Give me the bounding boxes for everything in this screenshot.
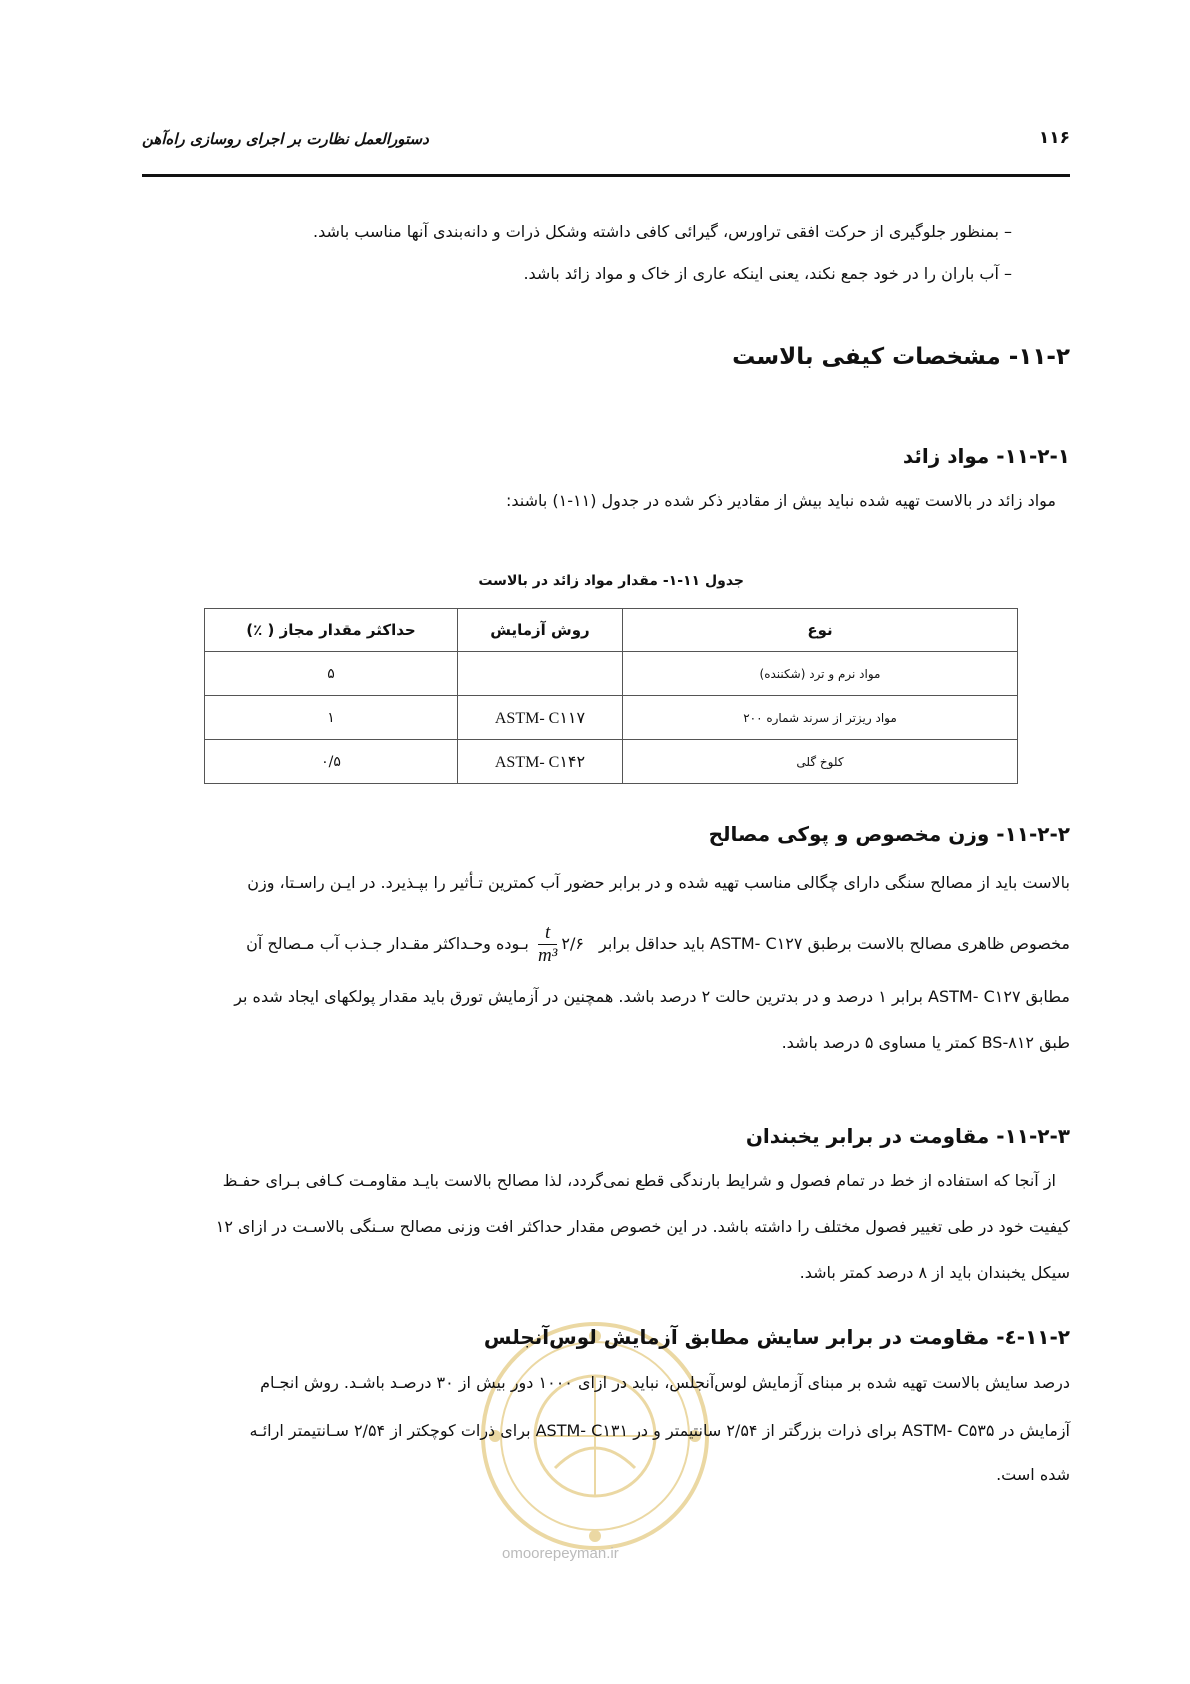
document-title: دستورالعمل نظارت بر اجرای روسازی راه‌آهن — [142, 130, 429, 148]
cell-type: مواد ریزتر از سرند شماره ۲۰۰ — [623, 696, 1018, 740]
fraction-numerator: t — [538, 922, 557, 945]
paragraph-line: مطابق ASTM- C۱۲۷ برابر ۱ درصد و در بدترین حالت ۲ درصد باشد. همچنین در آزمایش تورق باید مقدار پولکهای ایجاد شده بر — [234, 987, 1070, 1006]
paragraph-line: از آنجا که استفاده از خط در تمام فصول و شرایط بارندگی قطع نمی‌گردد، لذا مصالح بالاست بایـد مقاومـت کـافی بـرای حفـظ — [222, 1171, 1056, 1190]
column-header-max: حداکثر مقدار مجاز ( ٪) — [205, 609, 458, 652]
cell-type: کلوخ گلی — [623, 740, 1018, 784]
column-header-method: روش آزمایش — [458, 609, 623, 652]
subsection-heading: ۱۱-۲-٤- مقاومت در برابر سایش مطابق آزمایش لوس‌آنجلس — [483, 1325, 1070, 1349]
table-row — [205, 652, 1018, 696]
table-caption: جدول ۱۱-۱- مقدار مواد زائد در بالاست — [478, 573, 744, 589]
page-number: ۱۱۶ — [1038, 128, 1070, 148]
table-row — [205, 696, 1018, 740]
header-divider — [142, 174, 1070, 177]
impurities-table — [204, 608, 1018, 784]
paragraph-line: بالاست باید از مصالح سنگی دارای چگالی مناسب تهیه شده و در برابر حضور آب کمترین تـأثیر را بپـذیرد. در ایـن راسـتا، وزن — [247, 873, 1070, 892]
paragraph-line: درصد سایش بالاست تهیه شده بر مبنای آزمایش لوس‌آنجلس، نباید در ازای ۱۰۰۰ دور بیش از ۳۰ درصـد باشـد. روش انجـام — [260, 1373, 1070, 1392]
cell-max: ۱ — [205, 696, 458, 740]
cell-method — [458, 652, 623, 696]
watermark-url: omoorepeyman.ir — [502, 1545, 619, 1562]
bullet-item: – بمنظور جلوگیری از حرکت افقی تراورس، گیرائی کافی داشته وشکل ذرات و دانه‌بندی آنها مناسب باشد. — [313, 222, 1012, 241]
paragraph-text: بـوده وحـداکثر مقـدار جـذب آب مـصالح آن — [246, 934, 529, 953]
fraction-denominator: m³ — [537, 945, 558, 966]
cell-type: مواد نرم و ترد (شکننده) — [623, 652, 1018, 696]
unit-fraction — [538, 922, 557, 967]
cell-method: ASTM- C۱۴۲ — [458, 740, 623, 784]
subsection-heading: ۱۱-۲-۱- مواد زائد — [902, 444, 1070, 468]
cell-method: ASTM- C۱۱۷ — [458, 696, 623, 740]
table-row — [205, 740, 1018, 784]
bullet-item: – آب باران را در خود جمع نکند، یعنی اینکه عاری از خاک و مواد زائد باشد. — [523, 264, 1012, 283]
section-heading: ۱۱-۲- مشخصات کیفی بالاست — [732, 344, 1070, 370]
cell-max: ۵ — [205, 652, 458, 696]
paragraph-line-with-formula — [246, 914, 1070, 974]
subsection-heading: ۱۱-۲-۲- وزن مخصوص و پوکی مصالح — [708, 822, 1070, 846]
subsection-heading: ۱۱-۲-۳- مقاومت در برابر یخبندان — [745, 1124, 1070, 1148]
paragraph-line: شده است. — [996, 1465, 1070, 1484]
column-header-type: نوع — [623, 609, 1018, 652]
paragraph-text: مخصوص ظاهری مصالح بالاست برطبق ASTM- C۱۲۷ باید حداقل برابر — [599, 934, 1070, 953]
page-header — [142, 130, 1070, 158]
paragraph: مواد زائد در بالاست تهیه شده نباید بیش از مقادیر ذکر شده در جدول (۱۱-۱) باشند: — [505, 491, 1056, 510]
cell-max: ۰/۵ — [205, 740, 458, 784]
paragraph-line: سیکل یخبندان باید از ۸ درصد کمتر باشد. — [799, 1263, 1070, 1282]
table-header-row — [205, 609, 1018, 652]
paragraph-line: طبق BS-۸۱۲ کمتر یا مساوی ۵ درصد باشد. — [781, 1033, 1070, 1052]
density-value: ۲/۶ — [561, 934, 584, 953]
paragraph-line: آزمایش در ASTM- C۵۳۵ برای ذرات بزرگتر از ۲/۵۴ سانتیمتر و در ASTM- C۱۳۱ برای ذرات کوچکتر از ۲/۵۴ سـانتیمتر ارائـه — [249, 1421, 1070, 1440]
paragraph-line: کیفیت خود در طی تغییر فصول مختلف را داشته باشد. در این خصوص مقدار حداکثر افت وزنی مصالح سـنگی بالاسـت در ازای ۱۲ — [215, 1217, 1070, 1236]
